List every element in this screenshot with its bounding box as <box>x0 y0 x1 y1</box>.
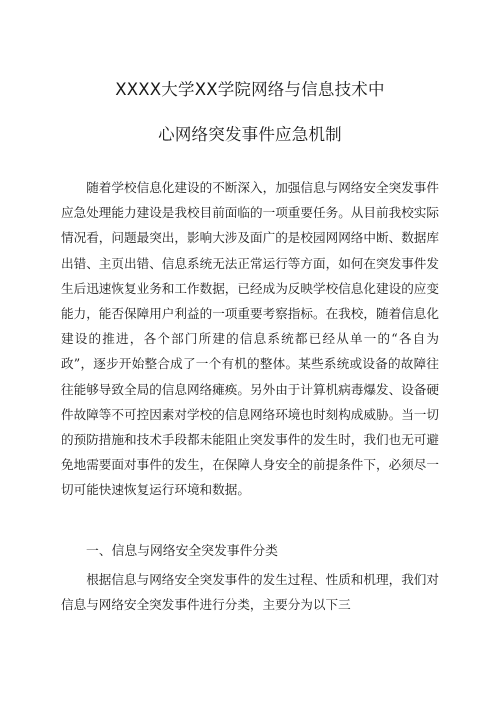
intro-paragraph <box>61 175 439 540</box>
document-title-line-1: XXXX大学XX学院网络与信息技术中 <box>115 80 385 99</box>
section-heading-1: 一、信息与网络安全突发事件分类 <box>86 544 278 559</box>
classification-paragraph-text: 根据信息与网络安全突发事件的发生过程、性质和机理，我们对信息与网络安全突发事件进行分类，主要分为以下三 <box>61 572 439 613</box>
intro-paragraph-text: 随着学校信息化建设的不断深入，加强信息与网络安全突发事件应急处理能力建设是我校目前面临的一项重要任务。从目前我校实际情况看，问题最突出，影响大涉及面广的是校园网网络中断、数据库出错、主页出错、信息系统无法正常运行等方面，如何在突发事件发生后迅速恢复业务和工作数据，已经成为反映学校信息化建设的应变能力，能否保障用户利益的一项重要考察指标。在我校，随着信息化建设的推进，各个部门所建的信息系统都已经从单一的“各自为政”，逐步开始整合成了一个有机的整体。某些系统或设备的故障往往能够导致全局的信息网络瘫痪。另外由于计算机病毒爆发、设备硬件故障等不可控因素对学校的信息网络环境也时刻构成威胁。当一切的预防措施和技术手段都未能阻止突发事件的发生时，我们也无可避免地需要面对事件的发生，在保障人身安全的前提条件下，必须尽一切可能快速恢复运行环境和数据。 <box>61 180 439 498</box>
classification-paragraph <box>61 567 439 627</box>
document-title-line-2: 心网络突发事件应急机制 <box>158 125 342 144</box>
